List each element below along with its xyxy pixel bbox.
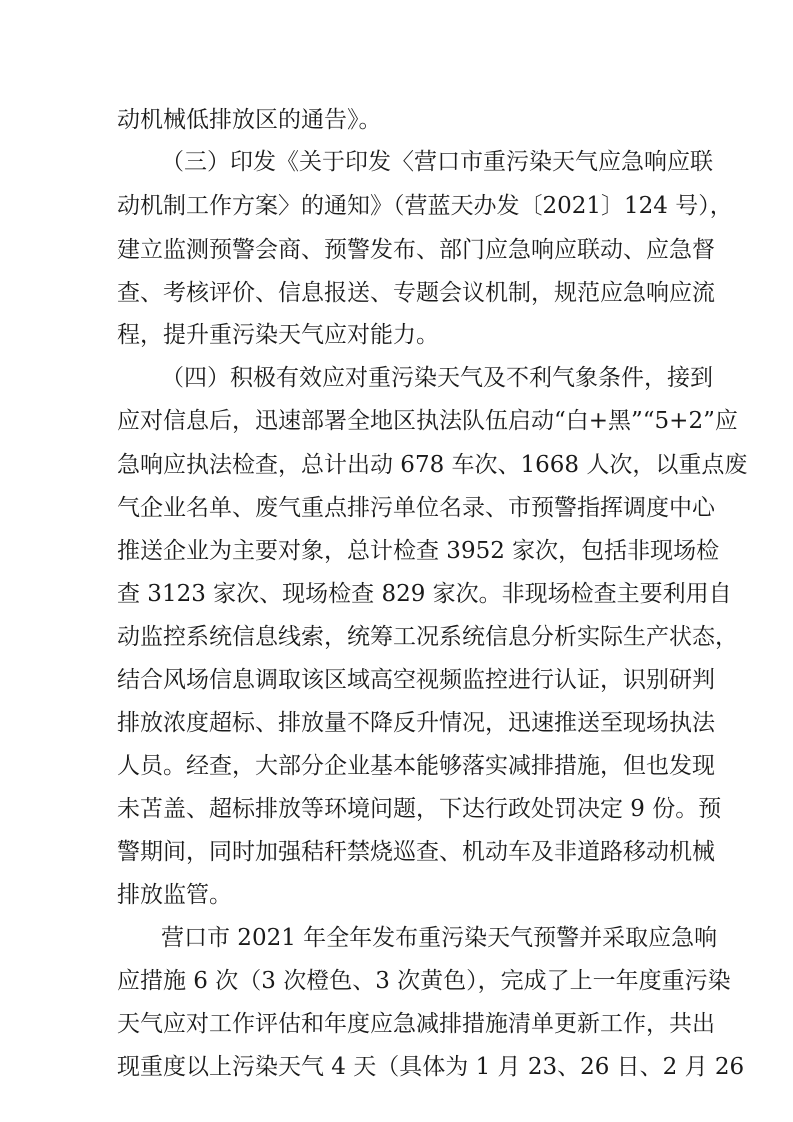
text-line: 推送企业为主要对象，总计检查 3952 家次，包括非现场检 [117, 538, 720, 564]
text-line: 排放监管。 [117, 882, 232, 908]
text-line: 排放浓度超标、排放量不降反升情况，迅速推送至现场执法 [117, 710, 715, 736]
text-line: 查 3123 家次、现场检查 829 家次。非现场检查主要利用自 [117, 581, 732, 607]
text-line: 急响应执法检查，总计出动 678 车次、1668 人次，以重点废 [117, 452, 748, 478]
text-line: 程，提升重污染天气应对能力。 [117, 322, 439, 348]
text-line: 警期间，同时加强秸秆禁烧巡查、机动车及非道路移动机械 [117, 839, 715, 865]
text-line: 动机制工作方案〉的通知》（营蓝天办发〔2021〕124 号）， [117, 193, 733, 219]
text-line: 气企业名单、废气重点排污单位名录、市预警指挥调度中心 [117, 495, 715, 521]
text-line: （四）积极有效应对重污染天气及不利气象条件，接到 [161, 365, 713, 391]
text-line: 营口市 2021 年全年发布重污染天气预警并采取应急响 [161, 925, 718, 951]
text-line: 人员。经查，大部分企业基本能够落实减排措施，但也发现 [117, 753, 715, 779]
text-line: 应对信息后，迅速部署全地区执法队伍启动“白+黑”“5+2”应 [117, 408, 738, 434]
text-line: 现重度以上污染天气 4 天（具体为 1 月 23、26 日、2 月 26 [117, 1054, 745, 1080]
text-line: 结合风场信息调取该区域高空视频监控进行认证，识别研判 [117, 667, 715, 693]
text-line: （三）印发《关于印发〈营口市重污染天气应急响应联 [161, 149, 713, 175]
text-line: 动监控系统信息线索，统筹工况系统信息分析实际生产状态， [117, 624, 738, 650]
text-line: 未苫盖、超标排放等环境问题，下达行政处罚决定 9 份。预 [117, 796, 722, 822]
text-line: 应措施 6 次（3 次橙色、3 次黄色），完成了上一年度重污染 [117, 968, 731, 994]
text-line: 查、考核评价、信息报送、专题会议机制，规范应急响应流 [117, 280, 715, 306]
text-line: 建立监测预警会商、预警发布、部门应急响应联动、应急督 [117, 237, 715, 263]
text-line: 天气应对工作评估和年度应急减排措施清单更新工作，共出 [117, 1011, 715, 1037]
text-line: 动机械低排放区的通告》。 [117, 107, 382, 133]
